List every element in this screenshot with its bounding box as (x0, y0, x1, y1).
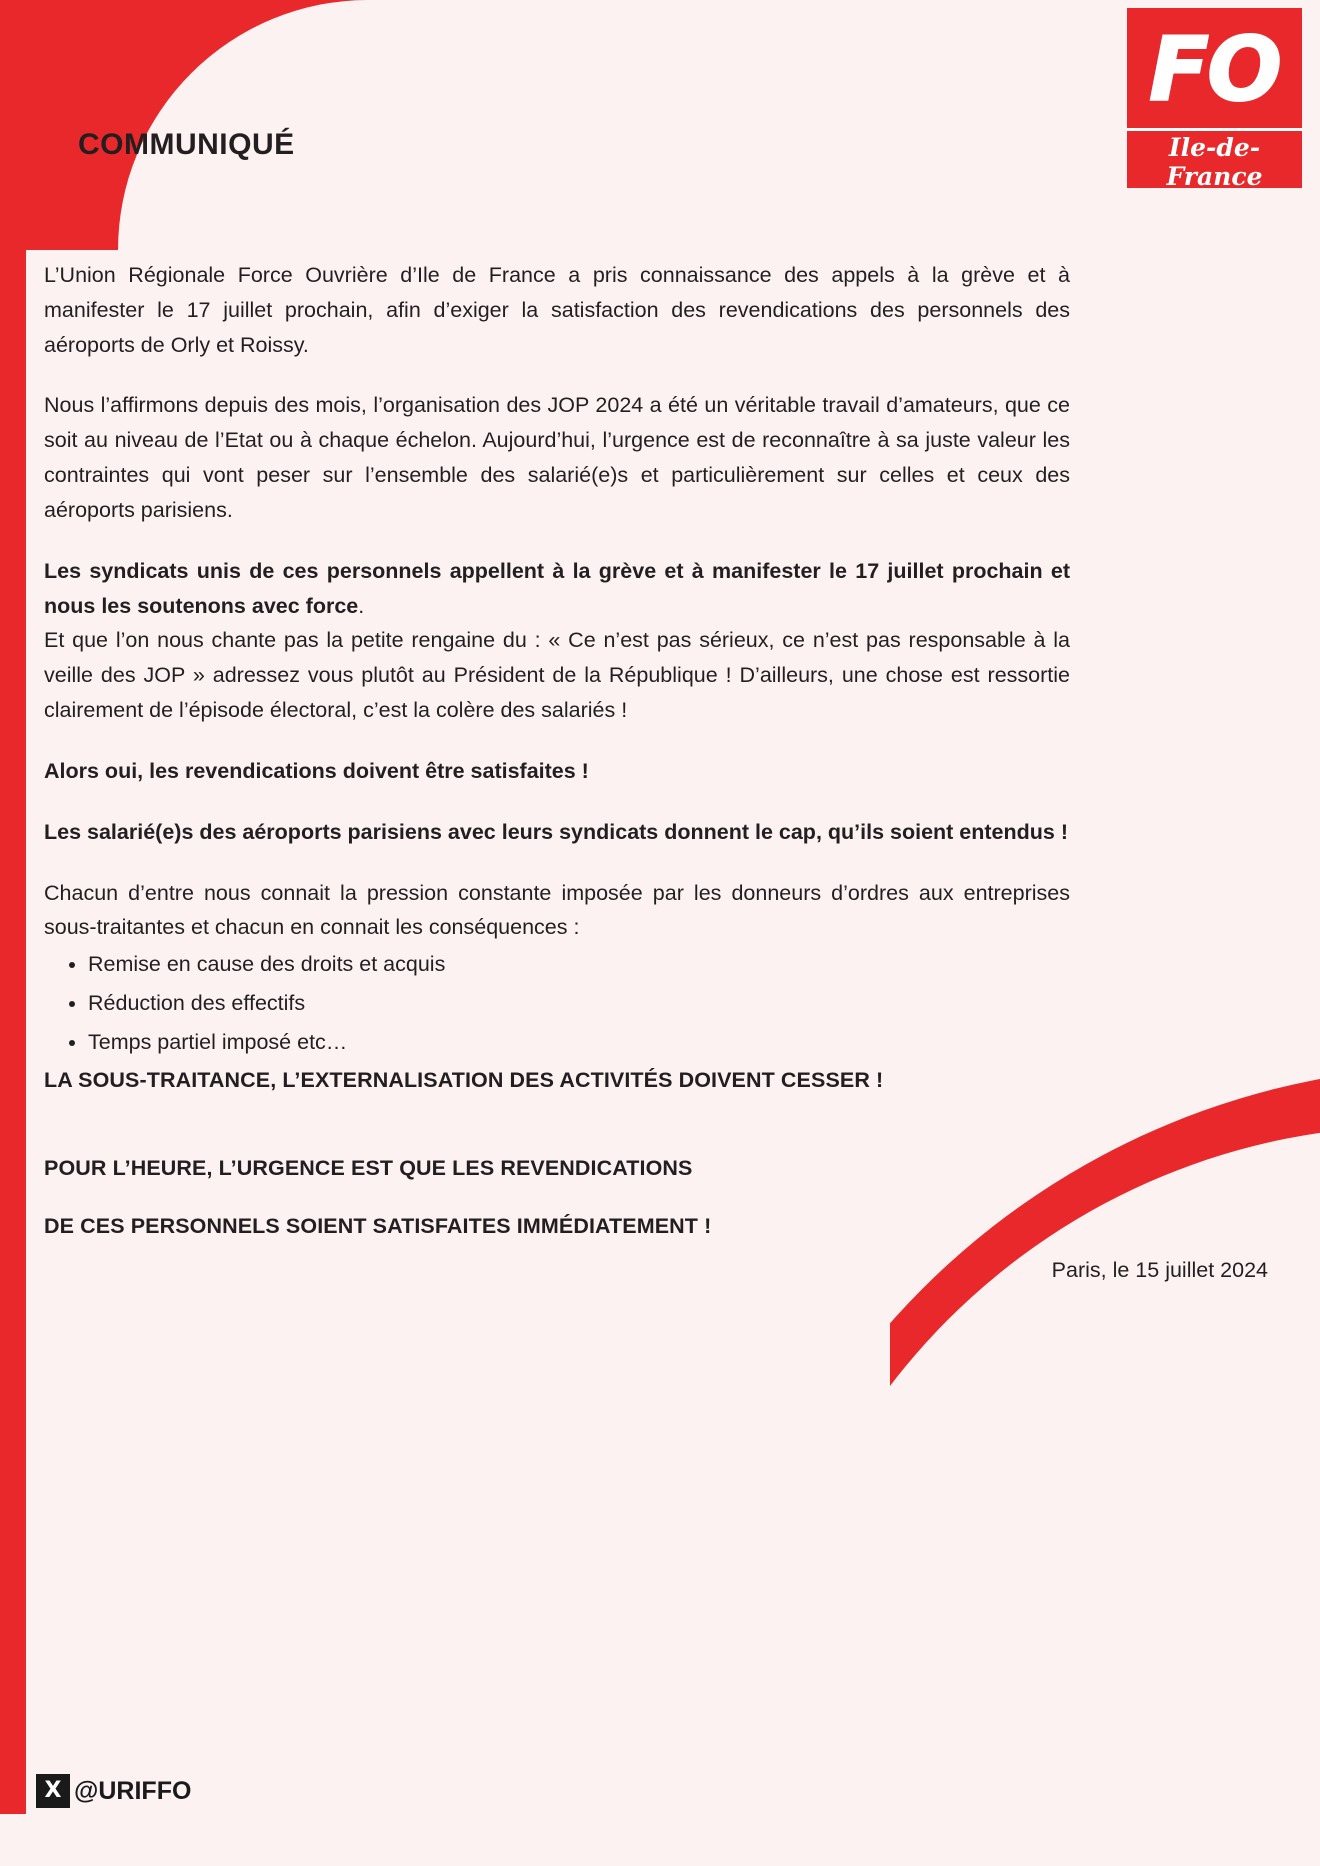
callout-urgence-line-1: POUR L’HEURE, L’URGENCE EST QUE LES REVENDICATIONS (44, 1155, 693, 1180)
social-handle-block[interactable] (36, 1774, 191, 1808)
consequences-list (44, 947, 1070, 1059)
bottom-white-strip (0, 1814, 1320, 1866)
paragraph-alors-oui: Alors oui, les revendications doivent être satisfaites ! (44, 758, 589, 783)
list-item: • Temps partiel imposé etc… (88, 1025, 1070, 1060)
fo-logo-mark: FO (1149, 18, 1280, 121)
paragraph-intro: L’Union Régionale Force Ouvrière d’Ile de France a pris connaissance des appels à la grève et à manifester le 17 juillet prochain, afin d’exiger la satisfaction des revendications des personnels des aéroports de Orly et Roissy. (44, 263, 1070, 357)
page-title: COMMUNIQUÉ (78, 128, 295, 161)
list-item: • Remise en cause des droits et acquis (88, 947, 1070, 982)
paragraph-rengaine: Et que l’on nous chante pas la petite rengaine du : « Ce n’est pas sérieux, ce n’est pas responsable à la veille des JOP » adressez vous plutôt au Président de la République ! D’ailleurs, une chose est ressortie clairement de l’épisode électoral, c’est la colère des salariés ! (44, 628, 1070, 723)
paragraph-salaries-cap: Les salarié(e)s des aéroports parisiens avec leurs syndicats donnent le cap, qu’ils soient entendus ! (44, 819, 1068, 844)
social-handle-label: @URIFFO (74, 1776, 192, 1805)
paragraph-context: Nous l’affirmons depuis des mois, l’organisation des JOP 2024 a été un véritable travail d’amateurs, que ce soit au niveau de l’Etat ou à chaque échelon. Aujourd’hui, l’urgence est de reconnaître à sa juste valeur les contraintes qui vont peser sur l’ensemble des salarié(e)s et particulièrement sur celles et ceux des aéroports parisiens. (44, 393, 1070, 522)
paragraph-pression: Chacun d’entre nous connait la pression constante imposée par les donneurs d’ordres aux entreprises sous-traitantes et chacun en connait les conséquences : (44, 880, 1070, 940)
document-body (44, 258, 1070, 1268)
fo-logo (1127, 8, 1302, 191)
callout-sous-traitance: LA SOUS-TRAITANCE, L’EXTERNALISATION DES ACTIVITÉS DOIVENT CESSER ! (44, 1067, 884, 1092)
fo-logo-region: Ile-de-France (1127, 128, 1302, 191)
paragraph-support (44, 554, 1070, 624)
list-item: • Réduction des effectifs (88, 986, 1070, 1021)
date-location: Paris, le 15 juillet 2024 (1051, 1258, 1268, 1282)
left-red-border (0, 0, 26, 1866)
x-twitter-icon[interactable]: X (36, 1774, 70, 1808)
paragraph-support-bold: Les syndicats unis de ces personnels appellent à la grève et à manifester le 17 juillet prochain et nous les soutenons avec force (44, 558, 1070, 618)
paragraph-support-rest: . (358, 593, 365, 618)
callout-urgence-line-2: DE CES PERSONNELS SOIENT SATISFAITES IMMÉDIATEMENT ! (44, 1214, 712, 1239)
